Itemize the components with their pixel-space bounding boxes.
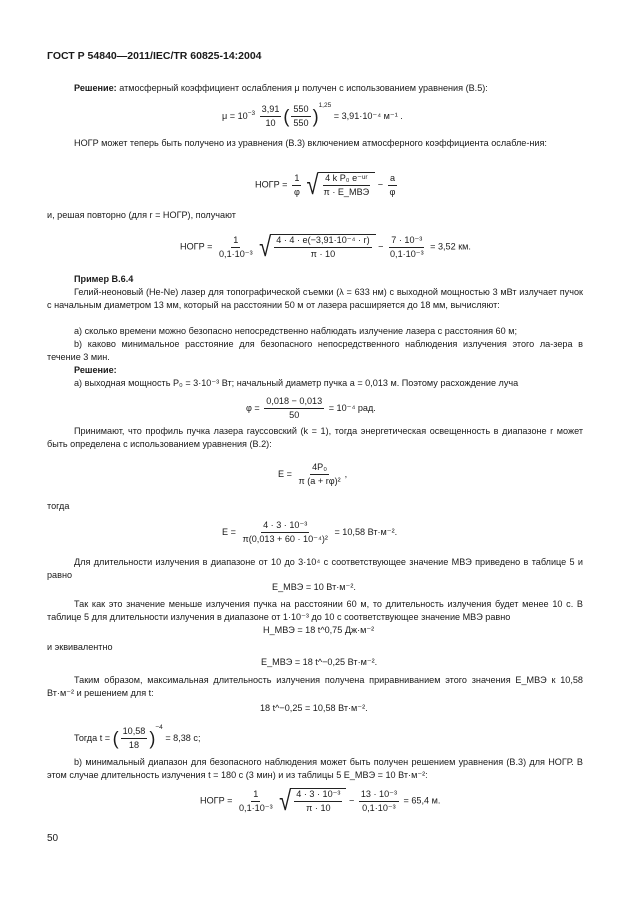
equation-solve: 18 t^−0,25 = 10,58 Вт·м⁻². xyxy=(260,703,368,713)
equation-t: Тогда t = ( $\frac{10,58}{18}$ )$^{-4}$ = 8,38 с; xyxy=(74,724,201,751)
page-number: 50 xyxy=(47,833,59,844)
solution-paragraph xyxy=(47,82,583,95)
paragraph-nogr: НОГР может теперь быть получено из уравнения (В.3) включением атмосферного коэффициента ослабле-ния: xyxy=(74,138,547,148)
equation-nogr-1: НОГР = $\frac{1}{\varphi}$ √ 4 k P₀ e⁻ᵘʳ π · E_МВЭ − $\frac{a}{\varphi}$ xyxy=(255,168,396,200)
solution2-label: Решение: xyxy=(74,365,117,375)
equation-emve: E_МВЭ = 10 Вт·м⁻². xyxy=(272,582,356,592)
solution-label: Решение: xyxy=(74,83,117,93)
example-body: Гелий-неоновый (He-Ne) лазер для топографической съемки (λ = 633 нм) с выходной мощностью 3 мВт излучает пучок с начальным диаметром 13 мм, который на расстоянии 50 м от лазера расширяется до 18 мм, вычисляют: xyxy=(47,287,583,310)
paragraph-gauss: Принимают, что профиль пучка лазера гауссовский (k = 1), тогда энергетическая освещенность в диапазоне r может быть определена с использованием уравнения (В.2): xyxy=(47,426,583,449)
equation-mu: $\mu = 10^{-3}$ $\frac{3,91}{10}$ ( $\frac{550}{550}$ )$^{1,25}$ = 3,91·10⁻⁴ м⁻¹ . xyxy=(222,102,403,129)
solution2-text: а) выходная мощность P₀ = 3·10⁻³ Вт; начальный диаметр пучка a = 0,013 м. Поэтому расхождение луча xyxy=(74,378,519,388)
document-header: ГОСТ Р 54840—2011/IEC/TR 60825-14:2004 xyxy=(47,50,262,62)
paragraph-since: Так как это значение меньше излучения пучка на расстоянии 60 м, то длительность излучения будет менее 10 с. В таблице 5 для длительности излучения в диапазоне от 1·10⁻³ до 10 с соответствующее значение МВЭ равно xyxy=(47,599,583,622)
solution-text: атмосферный коэффициент ослабления μ получен с использованием уравнения (В.5): xyxy=(116,83,488,93)
equation-nogr-2: НОГР = $\frac{1}{\text{0,1·10⁻³}}$ √ 4 · 4 · e(−3,91·10⁻⁴ · r) π · 10 − $\frac{\text{7 · 10⁻³}}{\text{0,1·10⁻³}}$ = 3,52 км. xyxy=(180,230,471,262)
equation-E: E = $\frac{\text{4P₀}}{\text{π (a + rφ)²}}$ , xyxy=(278,462,348,486)
paragraph-equiv: и эквивалентно xyxy=(47,642,113,652)
paragraph-b: b) минимальный диапазон для безопасного наблюдения может быть получен решением уравнения (В.3) для НОГР. В этом случае длительность излучения t = 180 с (3 мин) и из таблицы 5 E_МВЭ = 10 Вт·м⁻²: xyxy=(47,757,583,780)
equation-hmve: H_МВЭ = 18 t^0,75 Дж·м⁻² xyxy=(263,625,375,635)
question-b: b) каково минимальное расстояние для безопасного непосредственного наблюдения излучения этого ла-зера в течение 3 мин. xyxy=(47,339,583,362)
equation-phi: φ = $\frac{0,018 - 0,013}{50}$ = 10⁻⁴ рад. xyxy=(246,396,376,420)
equation-nogr-3: НОГР = $\frac{1}{\text{0,1·10⁻³}}$ √ 4 · 3 · 10⁻³ π · 10 − $\frac{\text{13 · 10⁻³}}{\text{0,1·10⁻³}}$ = 65,4 м. xyxy=(200,784,441,816)
question-a: а) сколько времени можно безопасно непосредственно наблюдать излучение лазера с расстояния 60 м; xyxy=(74,326,517,336)
paragraph-thus: Таким образом, максимальная длительность излучения получена приравниванием этого значения E_МВЭ к 10,58 Вт·м⁻² и решением для t: xyxy=(47,675,583,698)
paragraph-duration: Для длительности излучения в диапазоне от 10 до 3·10⁴ с соответствующее значение МВЭ приведено в таблице 5 и равно xyxy=(47,557,583,580)
paragraph-then: тогда xyxy=(47,501,70,511)
paragraph-repeat: и, решая повторно (для r = НОГР), получают xyxy=(47,210,236,220)
example-title: Пример В.6.4 xyxy=(74,274,134,284)
equation-emve2: E_МВЭ = 18 t^−0,25 Вт·м⁻². xyxy=(261,657,378,667)
equation-E-numeric: E = $\frac{\text{4 · 3 · 10⁻³}}{\text{π(0,013 + 60 · 10⁻⁴)²}}$ = 10,58 Вт·м⁻². xyxy=(222,520,398,544)
